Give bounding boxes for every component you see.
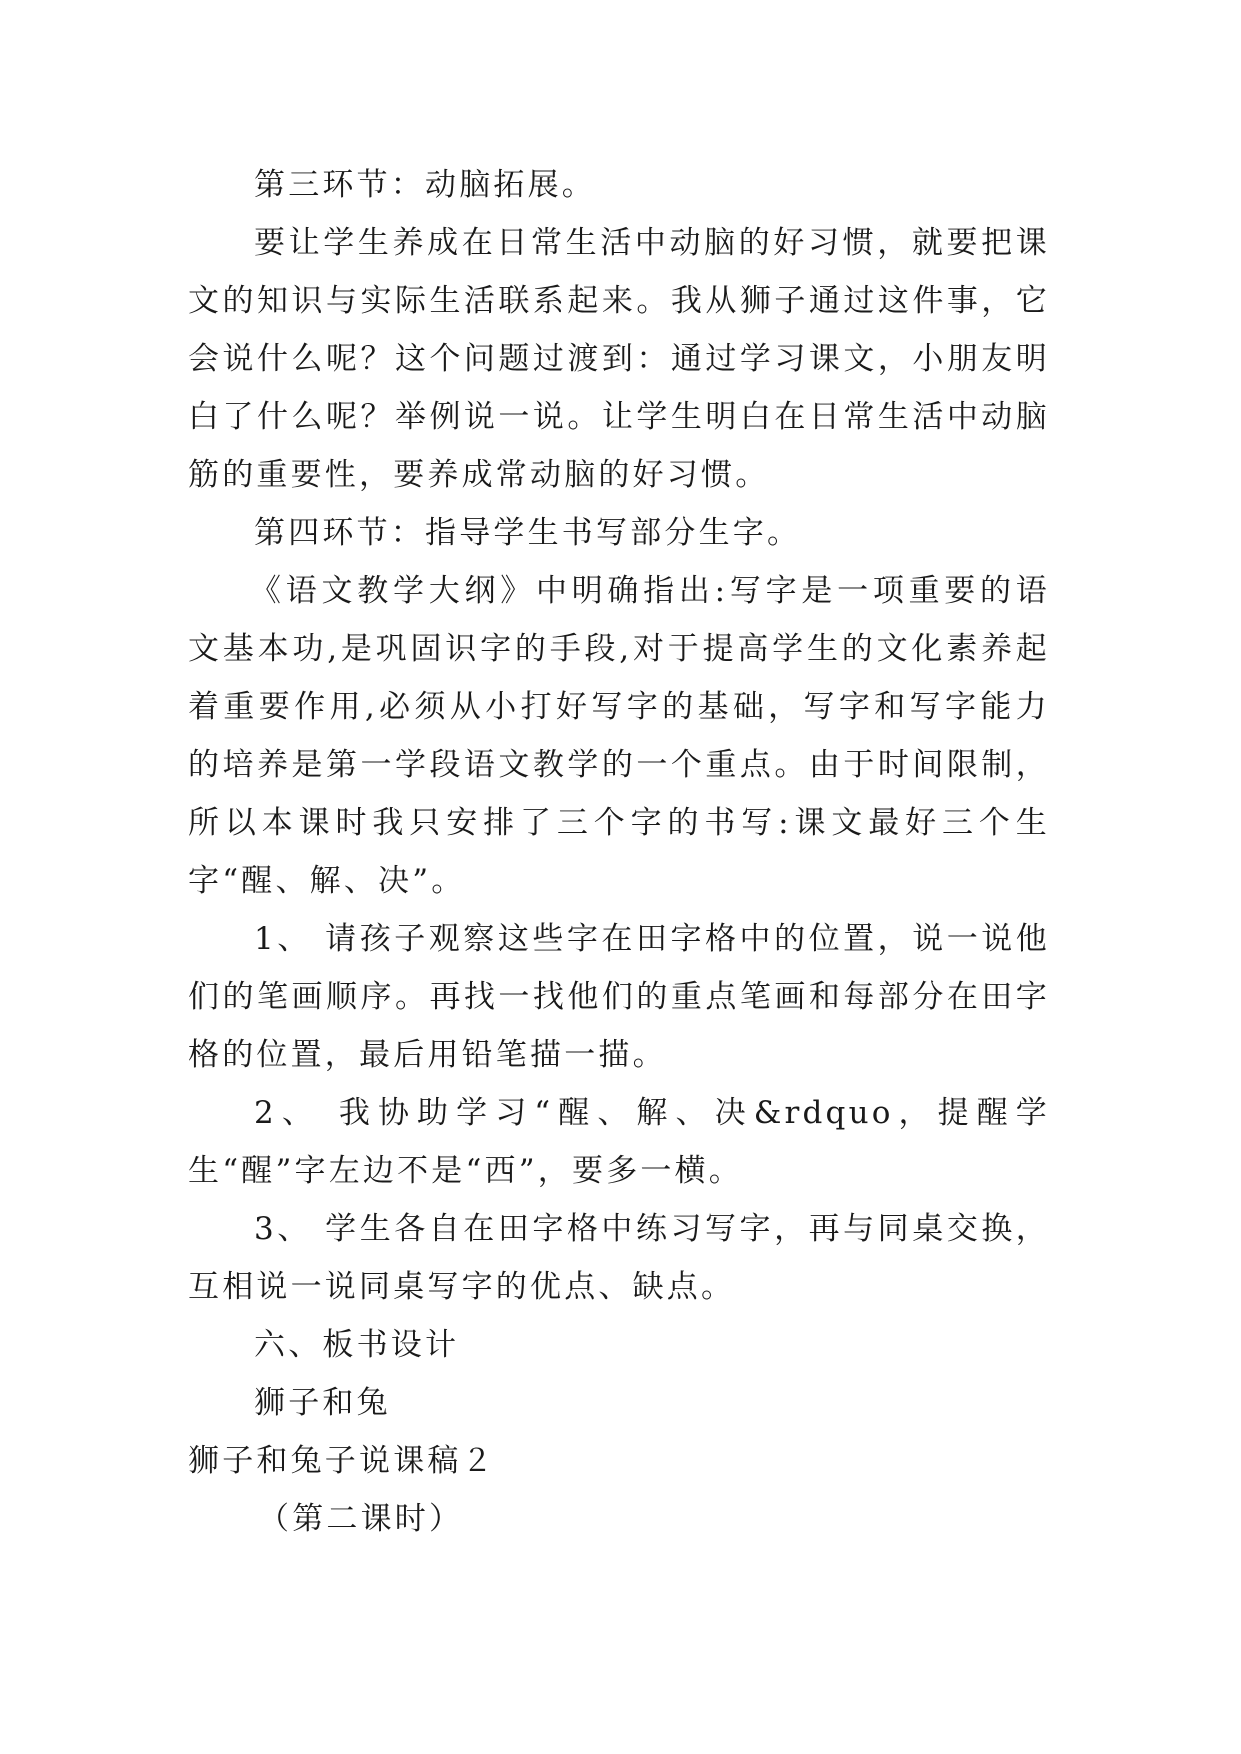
section-heading-board-design: 六、板书设计 <box>254 1327 460 1363</box>
paragraph-syllabus-quote: 《语文教学大纲》中明确指出:写字是一项重要的语文基本功,是巩固识字的手段,对于提高学生的文化素养起着重要作用,必须从小打好写字的基础，写字和写字能力的培养是第一学段语文教学的一个重点。由于时间限制，所以本课时我只安排了三个字的书写:课文最好三个生字“醒、解、决”。 <box>188 573 1050 899</box>
document-body <box>188 156 1050 1548</box>
list-item-3: 3、 学生各自在田字格中练习写字，再与同桌交换，互相说一说同桌写字的优点、缺点。 <box>188 1211 1050 1305</box>
paragraph-brain-extension: 要让学生养成在日常生活中动脑的好习惯，就要把课文的知识与实际生活联系起来。我从狮子通过这件事，它会说什么呢？这个问题过渡到：通过学习课文，小朋友明白了什么呢？举例说一说。让学生明白在日常生活中动脑筋的重要性，要养成常动脑的好习惯。 <box>188 225 1050 493</box>
document-title-2: 狮子和兔子说课稿２ <box>188 1443 496 1479</box>
list-item-2: 2、 我协助学习“醒、解、决&rdquo，提醒学生“醒”字左边不是“西”，要多一横。 <box>188 1095 1050 1189</box>
section-heading-step-three: 第三环节：动脑拓展。 <box>254 167 596 203</box>
board-title: 狮子和兔 <box>254 1385 391 1421</box>
lesson-period-label: （第二课时） <box>258 1501 464 1537</box>
section-heading-step-four: 第四环节：指导学生书写部分生字。 <box>254 515 802 551</box>
list-item-1: 1、 请孩子观察这些字在田字格中的位置，说一说他们的笔画顺序。再找一找他们的重点笔画和每部分在田字格的位置，最后用铅笔描一描。 <box>188 921 1050 1073</box>
